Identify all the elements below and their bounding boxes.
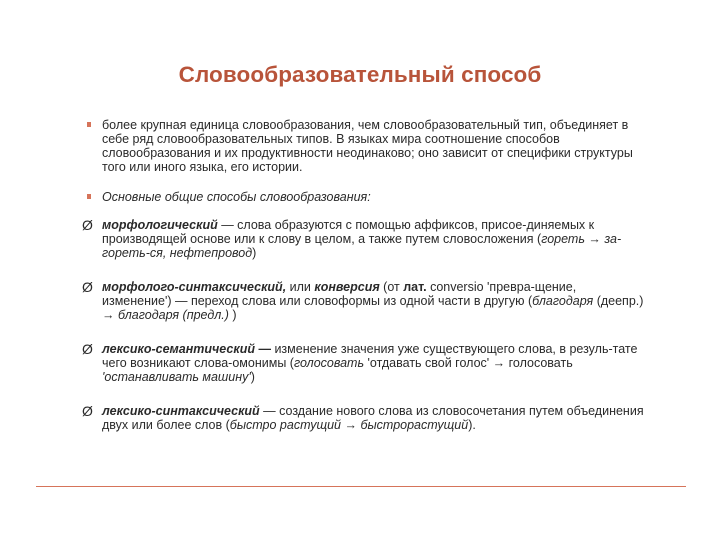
list-item bbox=[86, 118, 646, 174]
item-dash: — bbox=[254, 342, 275, 356]
list-item bbox=[82, 279, 646, 322]
arrow-bullet-icon: Ø bbox=[82, 279, 93, 295]
slide-content bbox=[82, 118, 646, 432]
item-text: более крупная единица словообразования, чем словообразовательный тип, объединяет в себе ряд словообразовательных типов. В языках мира соотношение способов словообразования и их продуктивности неодинаково; оно зависит от специфики структуры того или иного языка, его истории. bbox=[102, 118, 633, 174]
item-text: (от bbox=[379, 280, 404, 294]
slide-title: Словообразовательный способ bbox=[178, 62, 542, 87]
item-lat: лат. bbox=[403, 280, 427, 294]
item-text-end: ). bbox=[468, 418, 476, 432]
item-term: морфологический bbox=[102, 218, 218, 232]
square-bullet-icon bbox=[87, 122, 91, 127]
item-example: 'останавливать машину' bbox=[102, 370, 251, 384]
square-bullet-icon bbox=[87, 194, 91, 199]
list-item bbox=[82, 217, 646, 260]
item-text: или bbox=[286, 280, 315, 294]
item-example: благодаря bbox=[532, 294, 594, 308]
arrow-bullet-icon: Ø bbox=[82, 341, 93, 357]
list-item bbox=[86, 190, 646, 204]
item-text: изменение значения уже существующего слова, в резуль-тате чего возникают слова-омонимы ( bbox=[102, 342, 638, 370]
arrow-bullet-icon: Ø bbox=[82, 217, 93, 233]
item-text: — создание нового слова из словосочетания путем объединения двух или более слов ( bbox=[102, 404, 644, 432]
arrow-bullet-icon: Ø bbox=[82, 403, 93, 419]
bottom-divider bbox=[36, 486, 686, 487]
list-item bbox=[82, 341, 646, 384]
item-term: морфолого-синтаксический, bbox=[102, 280, 287, 294]
item-text: 'отдавать свой голос' → голосовать bbox=[364, 356, 573, 370]
list-item bbox=[82, 403, 646, 432]
item-text-end: ) bbox=[250, 370, 255, 384]
item-text: — слова образуются с помощью аффиксов, присое-диняемых к производящей основе или к слову в целом, а также путем словосложения ( bbox=[102, 218, 595, 246]
item-term-2: конверсия bbox=[314, 280, 380, 294]
item-example: гореть → за-гореть-ся, нефтепровод bbox=[102, 232, 622, 260]
item-example: благодаря (предл.) bbox=[117, 308, 229, 322]
item-text-end: ) bbox=[252, 246, 257, 260]
item-term: лексико-семантический bbox=[102, 342, 255, 356]
item-text-end: ) bbox=[228, 308, 237, 322]
item-term: лексико-синтаксический bbox=[102, 404, 260, 418]
item-example: голосовать bbox=[293, 356, 365, 370]
item-text: (деепр.) → bbox=[102, 294, 644, 322]
item-text: Основные общие способы словообразования: bbox=[102, 190, 371, 204]
item-text: conversio 'превра-щение, изменение') — переход слова или словоформы из одной части в другую ( bbox=[102, 280, 577, 308]
item-example: быстро растущий → быстрорастущий bbox=[229, 418, 469, 432]
